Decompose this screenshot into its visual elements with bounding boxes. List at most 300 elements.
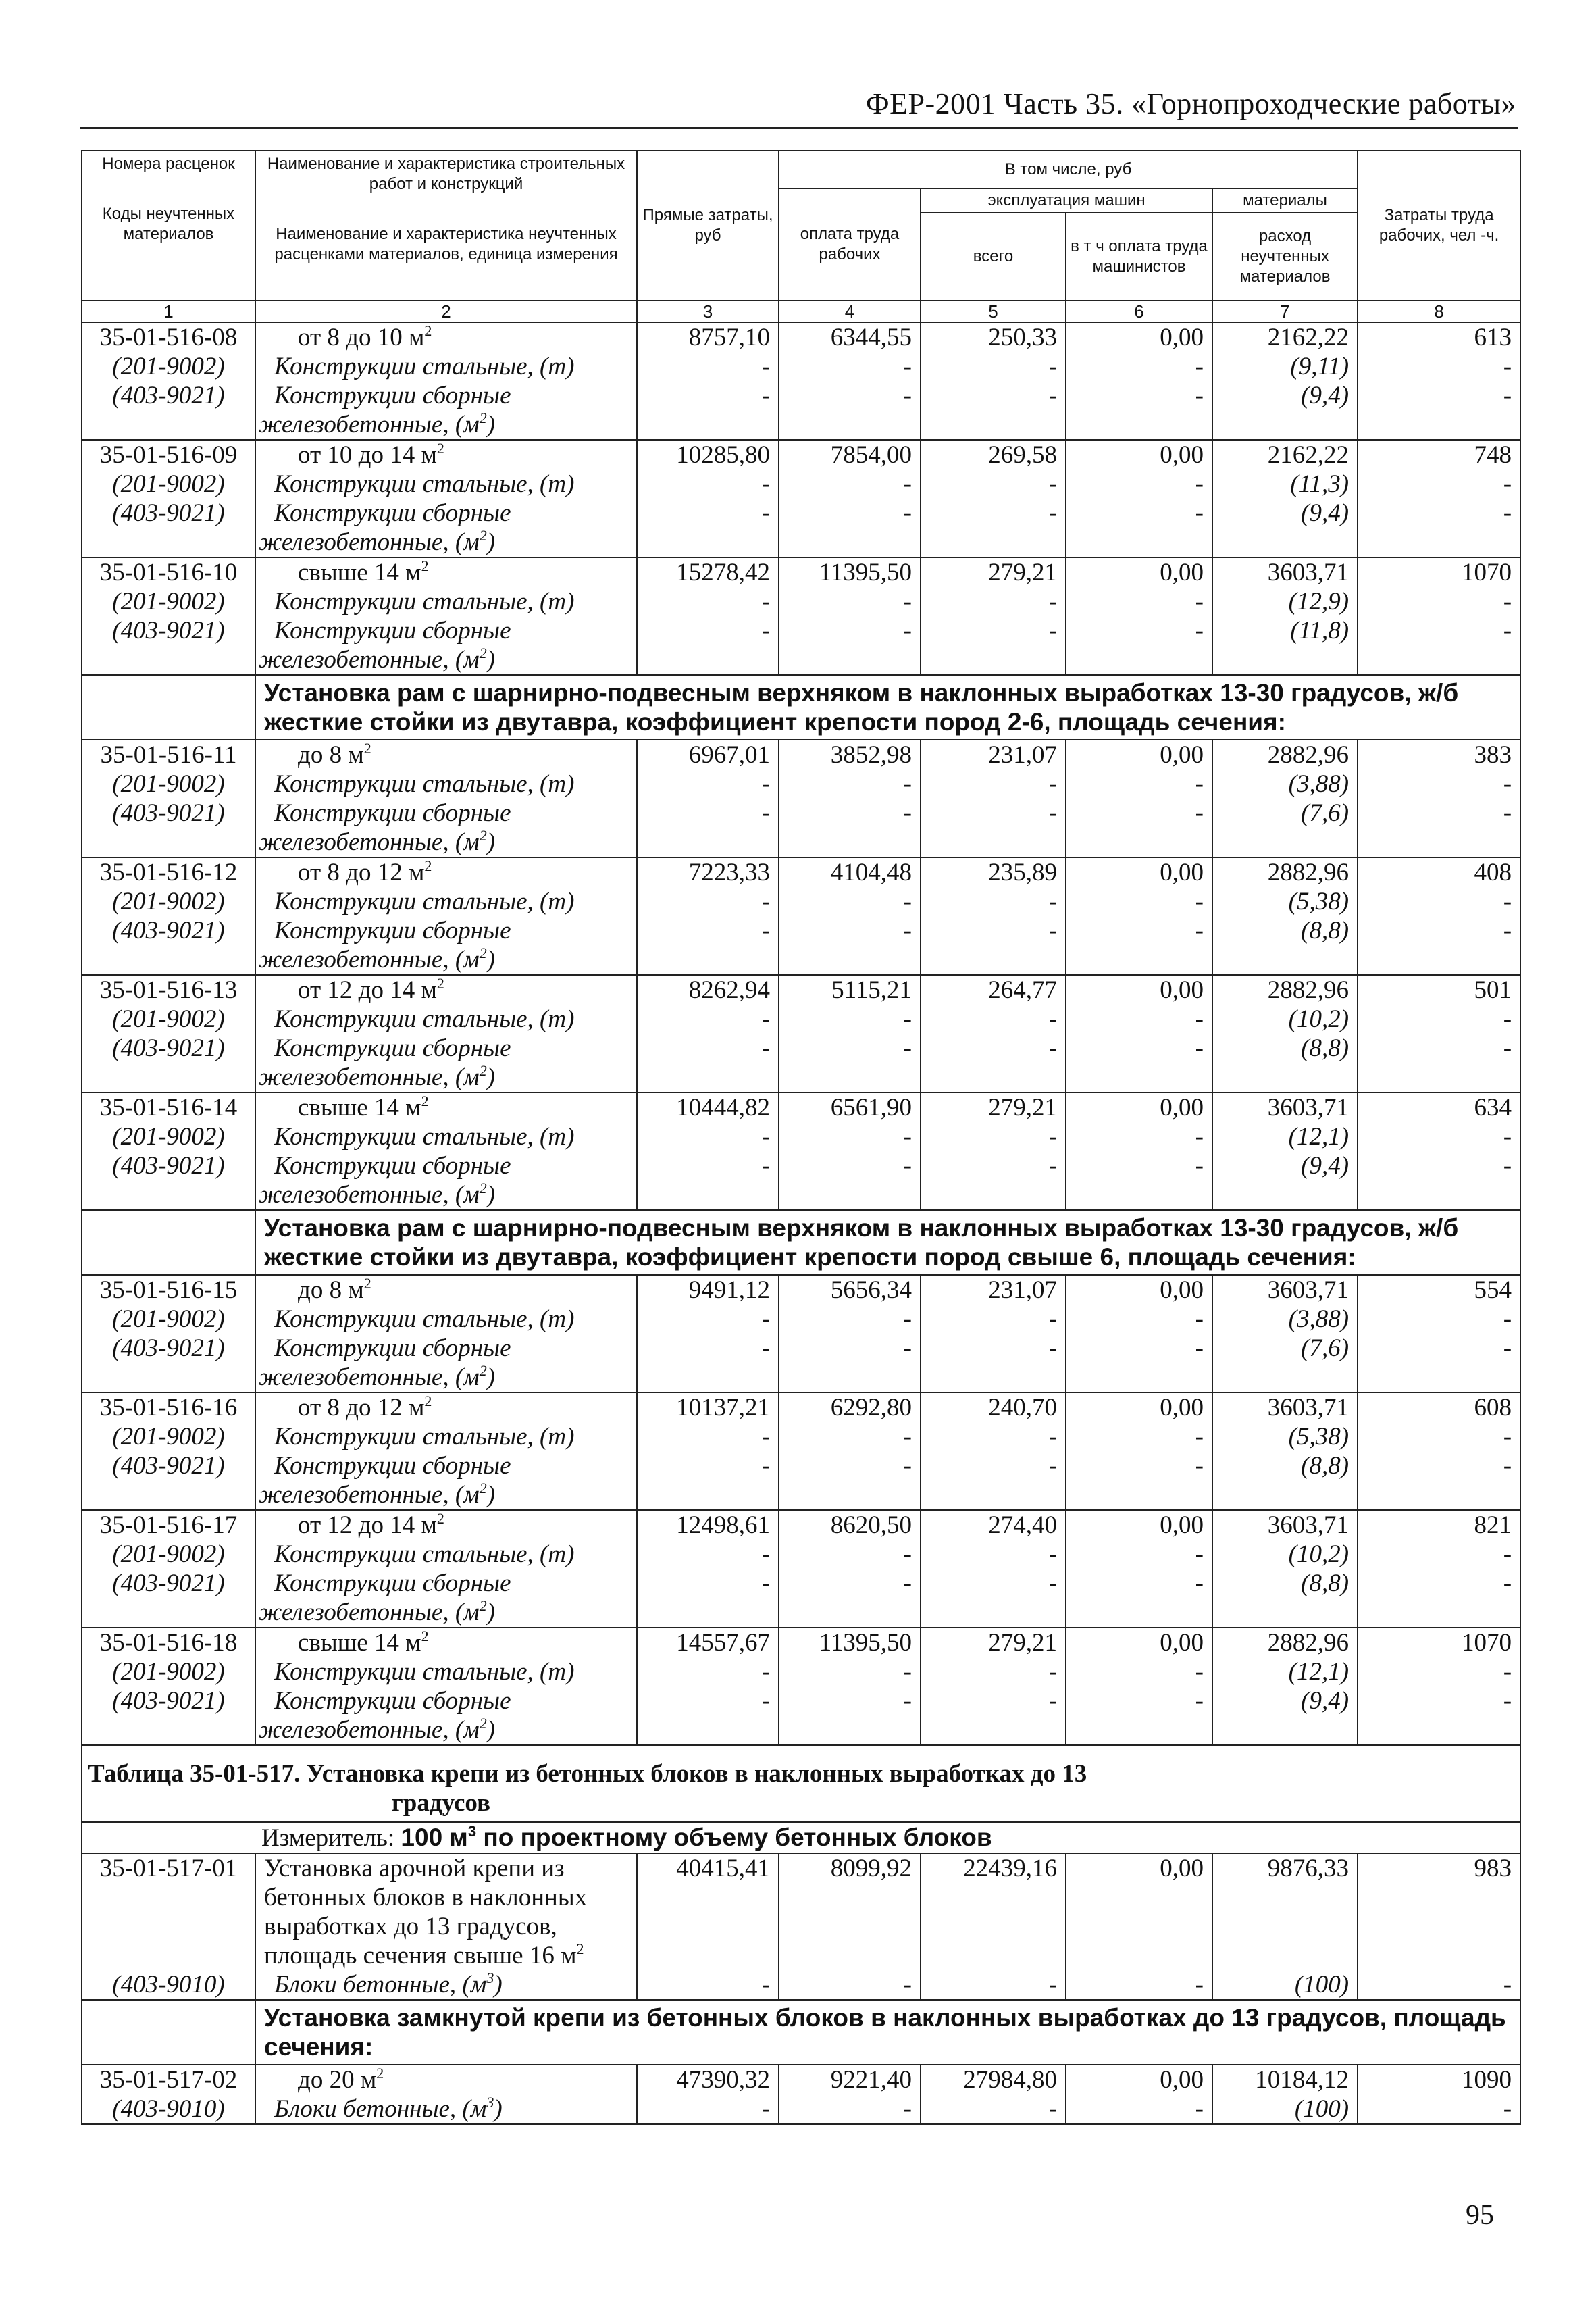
dash: - [903,1658,912,1686]
value-cell-mach [921,857,1066,975]
value-labor: 3852,98 [830,741,912,769]
material-name: Конструкции стальные, (т) [274,470,575,498]
text-span: 0,00 [1160,1855,1204,1882]
dash: - [903,617,912,645]
material-code: (201-9002) [112,1540,225,1568]
superscript: 2 [479,1180,487,1197]
col-number: 6 [1066,301,1212,322]
text-span [82,675,255,740]
dash: - [761,1687,770,1715]
value-cell-mach [921,2065,1066,2124]
text-span [82,2000,255,2065]
dash: - [761,1540,770,1568]
dash: - [1195,1540,1204,1568]
text-span [1366,1941,1512,1970]
dash: - [1048,1123,1057,1151]
material-qty: (12,1) [1288,1658,1349,1686]
material-code: (403-9021) [112,1687,225,1715]
col-header-incl: В том числе, руб [779,151,1358,188]
rate-code-cell [82,740,255,857]
dash: - [761,1305,770,1333]
section-row [82,675,1520,740]
value-cell-direct [637,440,779,557]
superscript: 2 [421,557,429,574]
rate-name: от 12 до 14 м [298,976,437,1004]
dash: - [1048,1305,1057,1333]
value-mach: 279,21 [988,559,1057,586]
text-span: Номера расценок [102,155,235,173]
material-code: (201-9002) [112,588,225,615]
text-span: до 20 м [298,2066,377,2094]
dash: - [761,799,770,827]
superscript: 2 [479,1362,487,1379]
material-name: Конструкции сборные [274,1334,511,1362]
value-cell-mach_labor [1066,2065,1212,2124]
section-heading: Установка замкнутой крепи из бетонных блоков в наклонных выработках до 13 градусов, площадь сечения: [255,2000,1520,2065]
table-row [82,1628,1520,1745]
col-header-codes [82,151,255,301]
text-span: железобетонные, $(м^2)$ [259,827,496,856]
value-mat: 2882,96 [1267,1629,1349,1657]
dash: - [761,617,770,645]
value-cell-direct [637,975,779,1092]
dash: - [1048,1152,1057,1180]
dash: - [1048,1687,1057,1715]
dash: - [1048,1452,1057,1480]
superscript: 2 [376,2065,384,2082]
value-cell-direct [637,1392,779,1510]
col-header-mach-total: всего [921,213,1066,301]
rate-code-cell [82,1392,255,1510]
dash: - [903,382,912,409]
material-qty: (8,8) [1301,1452,1349,1480]
value-hours: 1070 [1462,1629,1512,1657]
text-span: железобетонные, $(м^2)$ [259,527,496,556]
material-qty: (5,38) [1288,888,1349,915]
material-code: (201-9002) [112,1423,225,1451]
value-direct: 8757,10 [688,324,770,351]
text-span: бетонных блоков в наклонных [264,1884,588,1911]
text-span: - [1503,1971,1512,1998]
material-qty: (8,8) [1301,1569,1349,1597]
dash: - [1195,1334,1204,1362]
value-cell-mach [921,1853,1066,2000]
dash: - [1503,1658,1512,1686]
material-qty: (3,88) [1288,770,1349,798]
value-cell-labor [779,1275,921,1392]
value-direct: 10285,80 [676,441,770,469]
dash: - [1195,617,1204,645]
value-mat: 3603,71 [1267,1276,1349,1304]
rate-code: 35-01-516-11 [100,741,237,769]
value-cell-mat [1212,1628,1358,1745]
dash: - [1048,799,1057,827]
text-span [91,1912,247,1941]
dash: - [1048,1658,1057,1686]
text-span: - [761,1971,770,1998]
material-name: Конструкции сборные [274,1034,511,1062]
value-cell-mach_labor [1066,1392,1212,1510]
col-header-direct: Прямые затраты, руб [637,151,779,301]
dash: - [903,1034,912,1062]
text-span: 10184,12 [1255,2066,1349,2094]
value-cell-hours [1358,1853,1520,2000]
material-qty: (8,8) [1301,917,1349,945]
rate-name: от 8 до 12 м [298,1394,425,1422]
superscript: 2 [479,1062,487,1079]
value-mach_labor: 0,00 [1160,1629,1204,1657]
dash: - [1048,1423,1057,1451]
material-qty: (9,4) [1301,499,1349,527]
value-cell-direct [637,857,779,975]
value-mach: 235,89 [988,859,1057,886]
value-mat: 3603,71 [1267,559,1349,586]
dash: - [1195,1005,1204,1033]
rate-code: 35-01-516-12 [99,859,238,886]
text-span: 100 м [401,1823,468,1851]
dash: - [1503,799,1512,827]
text-span [91,645,247,674]
dash: - [1048,617,1057,645]
dash: - [761,499,770,527]
text-span [264,2065,628,2094]
material-name: Конструкции стальные, (т) [274,353,575,380]
material-code: (201-9002) [112,353,225,380]
material-name-cont: железобетонные, (м [259,946,480,974]
value-labor: 5656,34 [830,1276,912,1304]
table-row [82,740,1520,857]
value-cell-mat [1212,1275,1358,1392]
material-name-cont: железобетонные, (м [259,528,480,556]
text-span: Коды неучтенных материалов [102,205,235,243]
rate-code: 35-01-516-14 [99,1094,238,1122]
material-name-cont: железобетонные, (м [259,1716,480,1744]
superscript: 2 [479,1480,487,1496]
text-span [788,1912,912,1941]
dash: - [903,1005,912,1033]
dash: - [1048,917,1057,945]
material-code: (201-9002) [112,888,225,915]
text-span: - [903,1971,912,1998]
value-cell-mat [1212,857,1358,975]
superscript: 2 [479,1597,487,1614]
text-span: 9876,33 [1267,1855,1349,1882]
rate-code-cell [82,1628,255,1745]
material-code: (403-9021) [112,799,225,827]
text-span [91,410,247,439]
text-span: железобетонные, $(м^2)$ [259,1362,496,1391]
text-span: 9221,40 [830,2066,912,2094]
value-direct: 8262,94 [688,976,770,1004]
text-span [91,945,247,974]
material-name: Конструкции сборные [274,799,511,827]
text-span [264,976,628,1005]
text-span: Установка арочной крепи из [264,1855,565,1882]
table-row [82,1392,1520,1510]
value-mat: 2882,96 [1267,741,1349,769]
text-span [401,1823,992,1851]
text-span: Наименование и характеристика строительных работ и конструкций [267,155,625,193]
rate-name: свыше 14 м [298,1629,421,1657]
meter [82,1822,1520,1853]
value-mach: 279,21 [988,1094,1057,1122]
value-cell-mat [1212,1510,1358,1628]
rate-name-cell [255,1628,637,1745]
material-name: Конструкции сборные [274,1569,511,1597]
rates-table [81,150,1521,2125]
material-name-cont: железобетонные, (м [259,1063,480,1091]
rate-name-cell [255,1853,637,2000]
value-cell-labor [779,1628,921,1745]
dash: - [1048,770,1057,798]
value-cell-direct [637,557,779,675]
value-cell-direct [637,1628,779,1745]
rate-name-cell [255,975,637,1092]
value-mach: 274,40 [988,1511,1057,1539]
text-span [91,1063,247,1092]
section-row [82,1210,1520,1275]
value-cell-direct [637,740,779,857]
value-labor: 11395,50 [819,559,912,586]
value-cell-labor [779,975,921,1092]
value-cell-mat [1212,440,1358,557]
rate-code: 35-01-516-15 [99,1276,238,1304]
dash: - [1503,1034,1512,1062]
value-cell-mach_labor [1066,440,1212,557]
col-number: 8 [1358,301,1520,322]
material-name: Конструкции стальные, (т) [274,1305,575,1333]
value-hours: 383 [1474,741,1512,769]
text-span: железобетонные, $(м^2)$ [259,1180,496,1209]
dash: - [761,1452,770,1480]
value-mach_labor: 0,00 [1160,859,1204,886]
value-mach_labor: 0,00 [1160,441,1204,469]
value-cell-labor [779,1092,921,1210]
material-code: (403-9021) [112,617,225,645]
material-qty: (9,4) [1301,1687,1349,1715]
text-span: Таблица 35-01-517. Установка крепи из бетонных блоков в наклонных выработках до 13 [88,1760,1087,1788]
material-code: (201-9002) [112,1305,225,1333]
rate-name-cell [255,322,637,440]
text-span: 8099,92 [830,1855,912,1882]
superscript: 2 [479,945,487,961]
value-mach: 231,07 [988,741,1057,769]
material-code: (403-9021) [112,499,225,527]
text-span [929,1941,1057,1970]
value-cell-labor [779,740,921,857]
text-span: (100) [1294,2095,1349,2123]
dash: - [903,770,912,798]
dash: - [903,1569,912,1597]
col-header-labor: оплата труда рабочих [779,188,921,301]
value-mat: 2882,96 [1267,976,1349,1004]
dash: - [1195,1034,1204,1062]
value-cell-labor [779,857,921,975]
material-name: Конструкции стальные, (т) [274,888,575,915]
dash: - [1195,470,1204,498]
section-row [82,2000,1520,2065]
dash: - [1503,770,1512,798]
table-row [82,2065,1520,2124]
value-cell-mach_labor [1066,1510,1212,1628]
dash: - [1048,1540,1057,1568]
value-cell-mach_labor [1066,322,1212,440]
rate-name-cell [255,740,637,857]
dash: - [903,1452,912,1480]
value-direct: 12498,61 [676,1511,770,1539]
text-span [91,528,247,557]
rate-name: свыше 14 м [298,1094,421,1122]
col-number: 5 [921,301,1066,322]
col-number: 4 [779,301,921,322]
value-cell-hours [1358,975,1520,1092]
text-span [91,1941,247,1970]
value-labor: 11395,50 [819,1629,912,1657]
text-span: по проектному объему бетонных блоков [476,1823,992,1851]
value-cell-mach [921,740,1066,857]
dash: - [761,353,770,380]
superscript: 2 [479,1715,487,1732]
material-code: (201-9002) [112,1123,225,1151]
text-span [646,1883,770,1912]
material-code: (201-9002) [112,470,225,498]
dash: - [903,917,912,945]
dash: - [1195,499,1204,527]
text-span: - [1048,1971,1057,1998]
material-name-cont: железобетонные, (м [259,1363,480,1391]
material-qty: (10,2) [1288,1540,1349,1568]
dash: - [1195,353,1204,380]
material-name: Конструкции стальные, (т) [274,1005,575,1033]
value-cell-hours [1358,1092,1520,1210]
value-cell-direct [637,2065,779,2124]
rate-code: 35-01-516-16 [99,1394,238,1422]
material-qty: (12,9) [1288,588,1349,615]
value-labor: 7854,00 [830,441,912,469]
rate-code: 35-01-516-17 [99,1511,238,1539]
material-name: Конструкции сборные [274,499,511,527]
superscript: 2 [576,1940,584,1957]
dash: - [1048,1334,1057,1362]
material-name: Конструкции сборные [274,617,511,645]
dash: - [761,1005,770,1033]
material-name: Блоки бетонные, (м [274,1971,487,1998]
dash: - [1503,353,1512,380]
rate-code: 35-01-516-08 [99,324,238,351]
text-span [264,858,628,887]
value-mach_labor: 0,00 [1160,1094,1204,1122]
value-cell-mat [1212,975,1358,1092]
value-hours: 1070 [1462,559,1512,586]
value-mach: 269,58 [988,441,1057,469]
value-direct: 6967,01 [688,741,770,769]
text-span: железобетонные, $(м^2)$ [259,945,496,974]
rate-name-cell [255,1092,637,1210]
text-span [82,1210,255,1275]
text-span [91,1715,247,1744]
col-header-mat-usage: расход неучтенных материалов [1212,213,1358,301]
text-span: Блоки бетонные, $(м^3)$ [274,2094,503,2123]
superscript: 2 [421,1628,429,1644]
text-span [82,301,1520,322]
page-header: ФЕР-2001 Часть 35. «Горнопроходческие работы» [865,87,1516,120]
table-title [82,1745,1520,1822]
text-span: железобетонные, $(м^2)$ [259,1597,496,1626]
dash: - [761,1423,770,1451]
material-code: (403-9021) [112,1334,225,1362]
material-name: Конструкции стальные, (т) [274,1540,575,1568]
value-mach_labor: 0,00 [1160,1276,1204,1304]
value-cell-direct [637,322,779,440]
rate-name: от 12 до 14 м [298,1511,437,1539]
col-number: 3 [637,301,779,322]
text-span [260,195,632,224]
header-rule [80,127,1518,129]
material-name: Конструкции сборные [274,1687,511,1715]
text-span: Блоки бетонные, (м [274,2095,487,2123]
dash: - [1195,1423,1204,1451]
dash: - [1048,382,1057,409]
dash: - [1503,917,1512,945]
dash: - [903,499,912,527]
table-row [82,975,1520,1092]
value-cell-mat [1212,740,1358,857]
text-span [1075,1941,1204,1970]
material-name-cont: железобетонные, (м [259,411,480,438]
text-span [264,740,628,770]
value-cell-direct [637,1275,779,1392]
rate-code-cell [82,440,255,557]
text-span [86,174,251,204]
rate-name-cell [255,1392,637,1510]
value-direct: 15278,42 [676,559,770,586]
text-span: (100) [1294,1971,1349,1998]
value-cell-mach [921,975,1066,1092]
text-span: 983 [1474,1855,1512,1882]
text-span: 47390,32 [676,2066,770,2094]
value-cell-mach_labor [1066,975,1212,1092]
dash: - [761,1569,770,1597]
text-span [1221,1883,1349,1912]
value-cell-mach_labor [1066,857,1212,975]
superscript: 2 [424,1392,432,1409]
value-cell-mat [1212,2065,1358,2124]
dash: - [903,470,912,498]
value-labor: 6561,90 [830,1094,912,1122]
dash: - [903,888,912,915]
dash: - [1048,588,1057,615]
rate-code-cell [82,975,255,1092]
text-span [91,1480,247,1509]
rate-name-cell [255,1275,637,1392]
value-cell-hours [1358,557,1520,675]
value-cell-direct [637,1092,779,1210]
rate-code: 35-01-516-10 [99,559,238,586]
dash: - [1503,1423,1512,1451]
value-cell-mach [921,1510,1066,1628]
material-qty: (7,6) [1301,799,1349,827]
value-cell-mach_labor [1066,1853,1212,2000]
superscript: 2 [421,1092,429,1109]
value-direct: 14557,67 [676,1629,770,1657]
material-qty: (9,4) [1301,382,1349,409]
superscript: 2 [363,740,371,757]
page-number: 95 [1466,2200,1494,2231]
value-cell-mach_labor [1066,740,1212,857]
dash: - [903,353,912,380]
material-code: (403-9021) [112,1034,225,1062]
col-header-machines: эксплуатация машин [921,188,1212,213]
